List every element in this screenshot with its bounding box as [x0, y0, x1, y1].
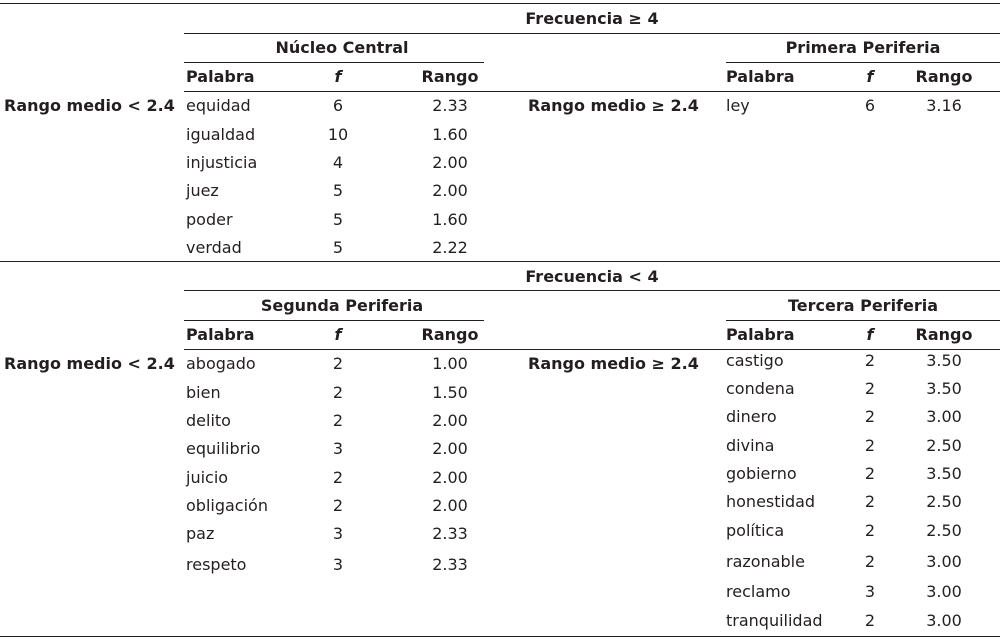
- cell-rango: 1.50: [432, 383, 468, 402]
- cell-f: 2: [864, 407, 876, 426]
- cell-f: 5: [332, 181, 344, 200]
- header-rule-bottom: [184, 349, 1000, 350]
- cell-rango: 3.00: [926, 611, 962, 630]
- cell-palabra: respeto: [186, 555, 247, 574]
- rango-medio-label-mid: Rango medio ≥ 2.4: [528, 96, 699, 115]
- cell-rango: 2.22: [432, 238, 468, 257]
- cell-f: 2: [332, 383, 344, 402]
- cell-palabra: honestidad: [726, 492, 816, 511]
- cell-f: 2: [332, 468, 344, 487]
- cell-rango: 2.00: [432, 153, 468, 172]
- cell-rango: 2.00: [432, 496, 468, 515]
- top-rule: [0, 3, 1000, 4]
- cell-f: 6: [332, 96, 344, 115]
- cell-f: 10: [327, 125, 349, 144]
- freq-rule-top: [184, 33, 1000, 34]
- cell-f: 2: [864, 552, 876, 571]
- cell-rango: 1.60: [432, 210, 468, 229]
- header-rango: Rango: [421, 325, 479, 344]
- cell-palabra: juicio: [186, 468, 229, 487]
- header-f: f: [866, 67, 874, 86]
- cell-f: 2: [332, 354, 344, 373]
- header-rule-top: [184, 91, 1000, 92]
- cell-palabra: paz: [186, 524, 215, 543]
- cell-f: 6: [864, 96, 876, 115]
- cell-f: 4: [332, 153, 344, 172]
- cell-palabra: castigo: [726, 351, 784, 370]
- cell-f: 2: [864, 379, 876, 398]
- section-title-segunda: Segunda Periferia: [260, 296, 424, 315]
- cell-rango: 3.16: [926, 96, 962, 115]
- cell-f: 3: [332, 555, 344, 574]
- cell-f: 3: [332, 524, 344, 543]
- cell-f: 2: [864, 351, 876, 370]
- cell-palabra: poder: [186, 210, 233, 229]
- cell-palabra: divina: [726, 436, 775, 455]
- cell-f: 2: [332, 496, 344, 515]
- cell-rango: 3.00: [926, 407, 962, 426]
- section-title-tercera: Tercera Periferia: [787, 296, 939, 315]
- header-palabra: Palabra: [726, 67, 795, 86]
- cell-palabra: bien: [186, 383, 221, 402]
- cell-f: 2: [864, 611, 876, 630]
- cell-palabra: equilibrio: [186, 439, 261, 458]
- cell-rango: 2.00: [432, 468, 468, 487]
- rango-medio-label-left: Rango medio < 2.4: [4, 96, 175, 115]
- cell-rango: 1.00: [432, 354, 468, 373]
- left-title-rule-bottom: [184, 320, 484, 321]
- cell-rango: 2.50: [926, 492, 962, 511]
- cell-f: 3: [864, 582, 876, 601]
- cell-rango: 1.60: [432, 125, 468, 144]
- cell-rango: 3.50: [926, 464, 962, 483]
- cell-rango: 2.00: [432, 439, 468, 458]
- cell-rango: 2.00: [432, 181, 468, 200]
- header-palabra: Palabra: [726, 325, 795, 344]
- freq-rule-bottom: [184, 290, 1000, 291]
- cell-palabra: equidad: [186, 96, 251, 115]
- cell-f: 2: [864, 492, 876, 511]
- rango-medio-label-mid: Rango medio ≥ 2.4: [528, 354, 699, 373]
- cell-f: 2: [332, 411, 344, 430]
- cell-palabra: tranquilidad: [726, 611, 823, 630]
- header-f: f: [334, 67, 342, 86]
- cell-rango: 2.00: [432, 411, 468, 430]
- cell-f: 5: [332, 238, 344, 257]
- right-title-rule-top: [726, 62, 1000, 63]
- cell-palabra: delito: [186, 411, 231, 430]
- section-title-nucleo: Núcleo Central: [275, 38, 409, 57]
- left-title-rule-top: [184, 62, 484, 63]
- header-rango: Rango: [421, 67, 479, 86]
- section-title-primera: Primera Periferia: [785, 38, 941, 57]
- cell-rango: 3.00: [926, 552, 962, 571]
- header-palabra: Palabra: [186, 325, 255, 344]
- cell-palabra: razonable: [726, 552, 805, 571]
- header-palabra: Palabra: [186, 67, 255, 86]
- cell-palabra: dinero: [726, 407, 777, 426]
- cell-palabra: gobierno: [726, 464, 797, 483]
- cell-palabra: abogado: [186, 354, 256, 373]
- rango-medio-label-left: Rango medio < 2.4: [4, 354, 175, 373]
- cell-rango: 2.33: [432, 555, 468, 574]
- cell-palabra: obligación: [186, 496, 268, 515]
- cell-palabra: juez: [186, 181, 219, 200]
- cell-rango: 3.50: [926, 379, 962, 398]
- bottom-rule: [0, 636, 1000, 637]
- cell-f: 5: [332, 210, 344, 229]
- cell-rango: 3.50: [926, 351, 962, 370]
- header-f: f: [866, 325, 874, 344]
- freq-label-bottom: Frecuencia < 4: [525, 267, 659, 286]
- header-rango: Rango: [915, 67, 973, 86]
- cell-f: 2: [864, 464, 876, 483]
- middle-rule: [0, 261, 1000, 262]
- cell-rango: 2.33: [432, 524, 468, 543]
- cell-palabra: ley: [726, 96, 750, 115]
- right-title-rule-bottom: [726, 320, 1000, 321]
- header-rango: Rango: [915, 325, 973, 344]
- cell-palabra: reclamo: [726, 582, 791, 601]
- header-f: f: [334, 325, 342, 344]
- cell-palabra: política: [726, 521, 785, 540]
- cell-palabra: condena: [726, 379, 795, 398]
- freq-label-top: Frecuencia ≥ 4: [525, 9, 659, 28]
- cell-rango: 2.50: [926, 436, 962, 455]
- cell-palabra: verdad: [186, 238, 242, 257]
- cell-rango: 2.33: [432, 96, 468, 115]
- cell-rango: 3.00: [926, 582, 962, 601]
- cell-palabra: igualdad: [186, 125, 256, 144]
- cell-f: 2: [864, 521, 876, 540]
- cell-f: 3: [332, 439, 344, 458]
- cell-rango: 2.50: [926, 521, 962, 540]
- cell-palabra: injusticia: [186, 153, 258, 172]
- cell-f: 2: [864, 436, 876, 455]
